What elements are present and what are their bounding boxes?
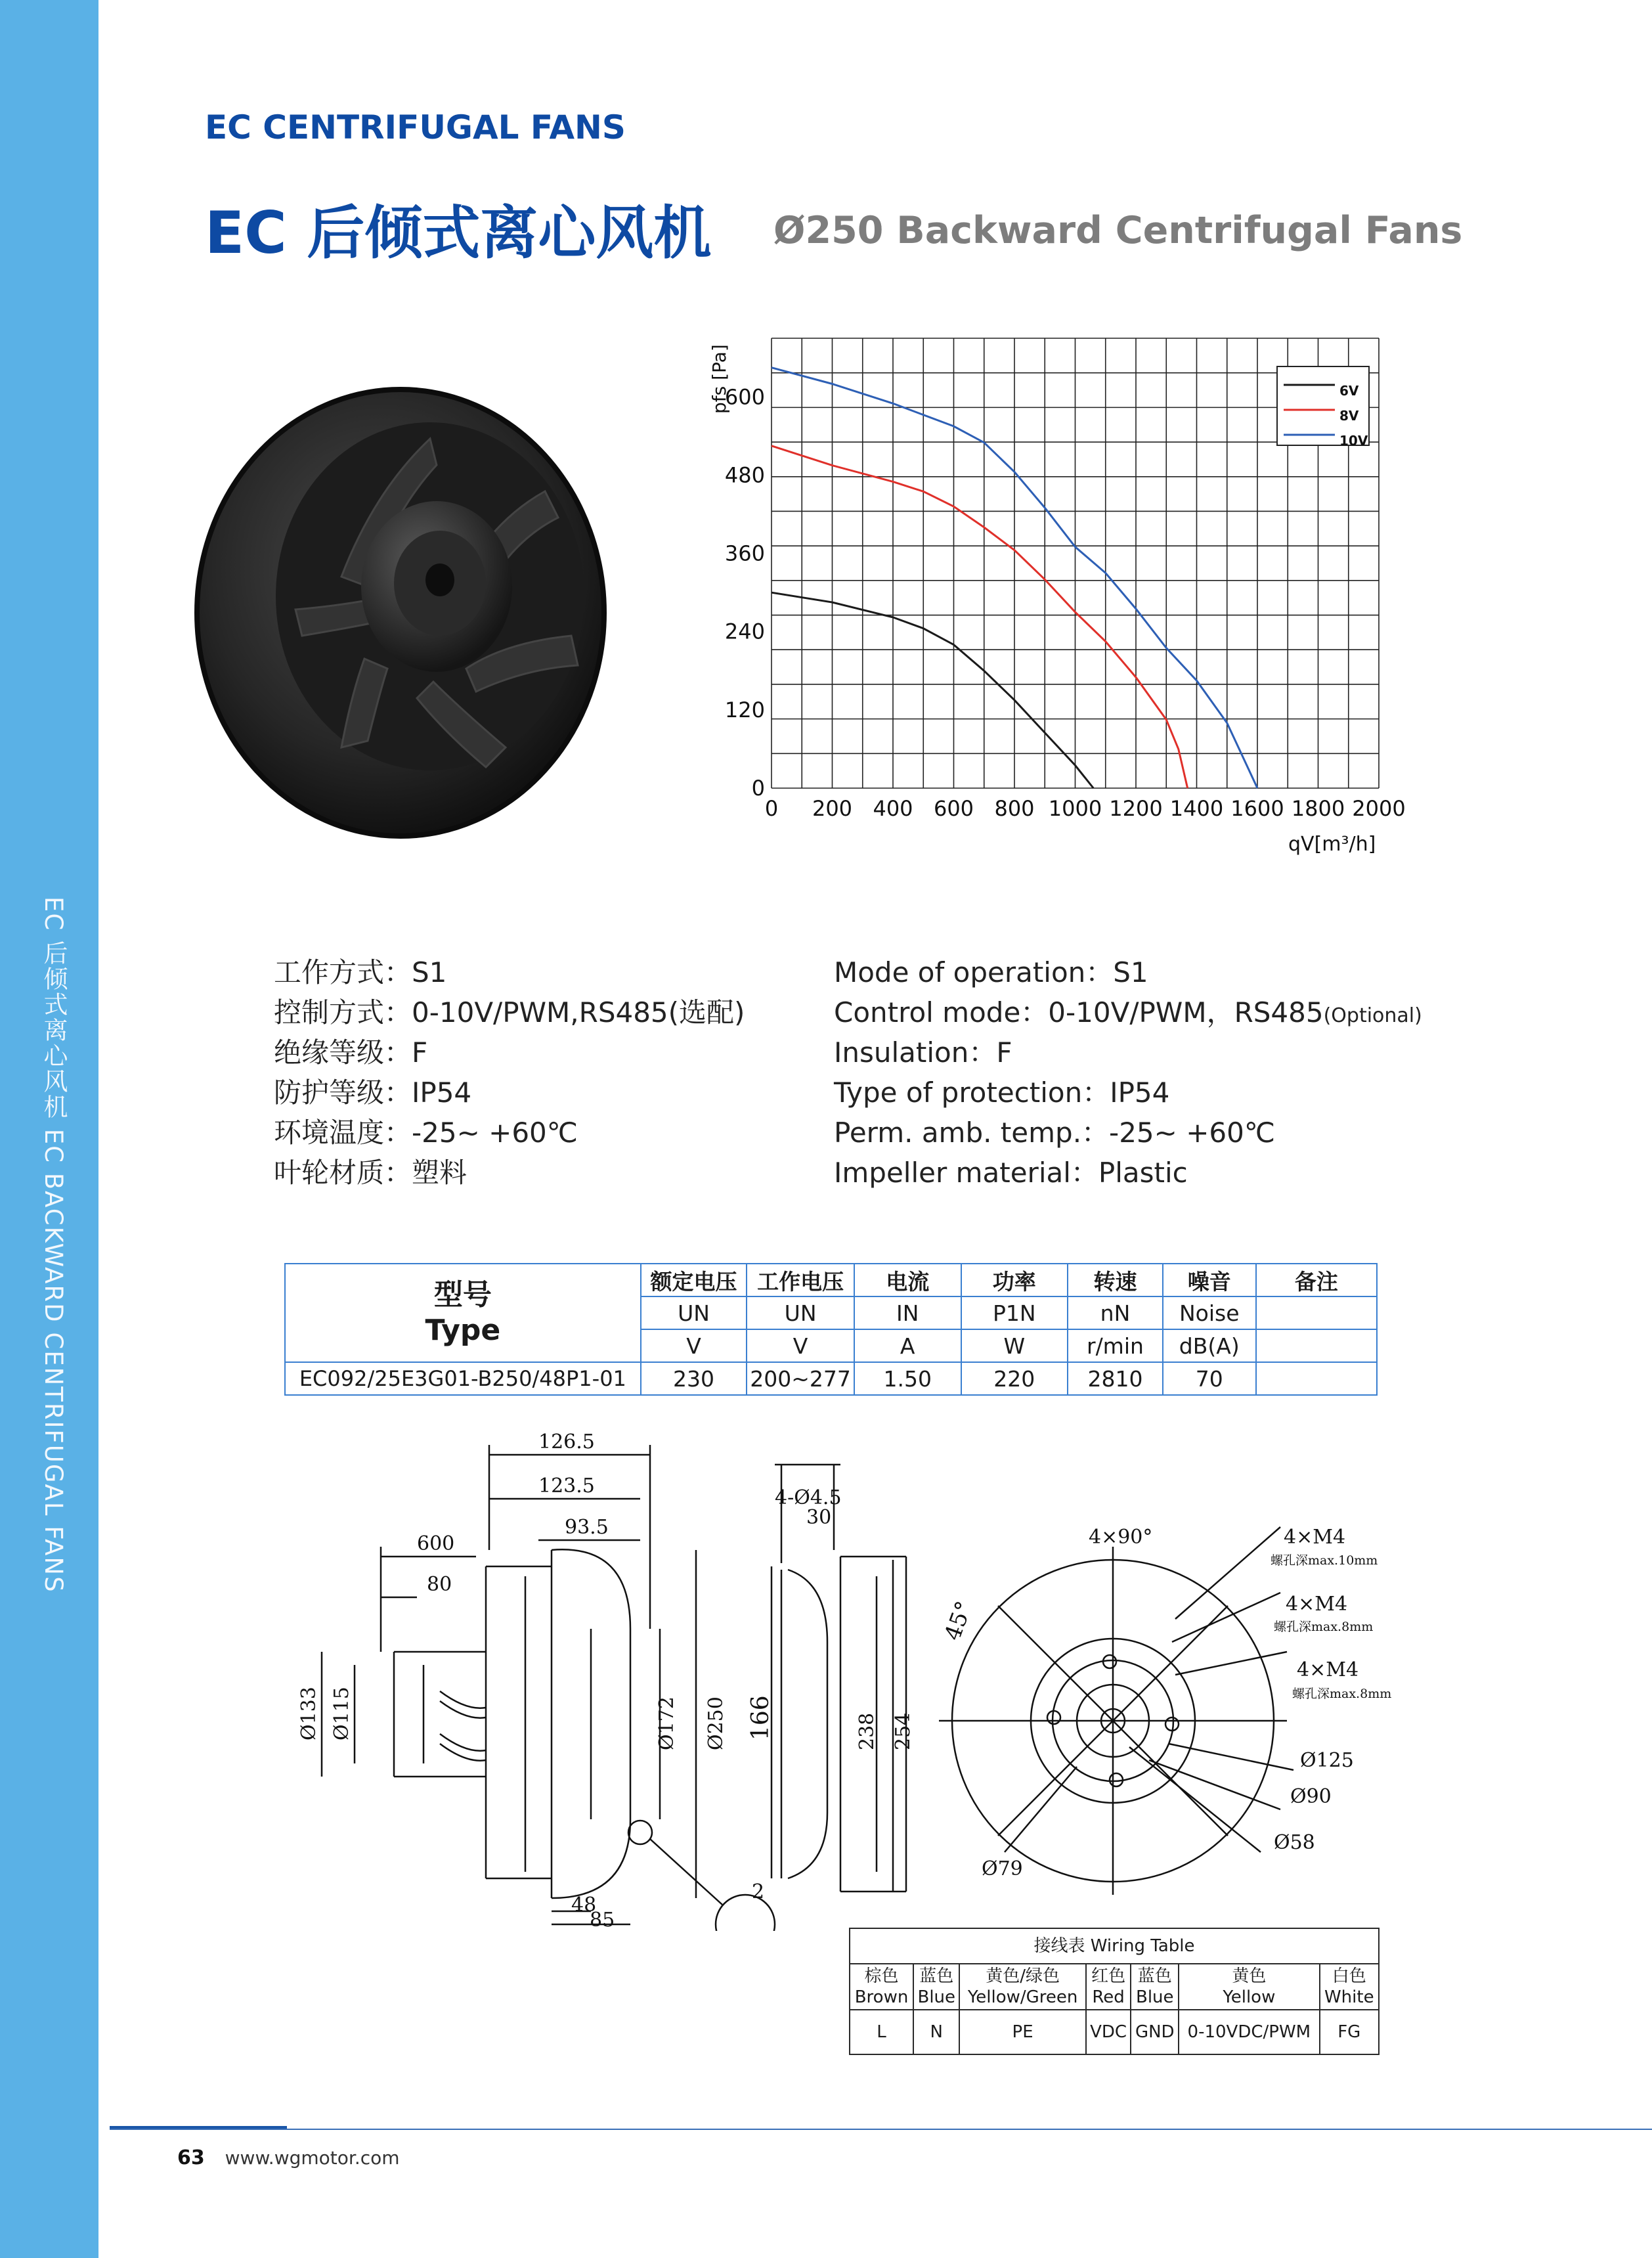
header-remarks: 备注 — [1256, 1264, 1377, 1296]
x-tick-label: 2000 — [1352, 796, 1406, 821]
x-tick-label: 200 — [812, 796, 853, 821]
x-tick-label: 1200 — [1109, 796, 1163, 821]
symbol-cell: UN — [747, 1296, 854, 1329]
unit-cell: dB(A) — [1163, 1329, 1256, 1362]
dim-d90: Ø90 — [1290, 1785, 1332, 1808]
wire-function: FG — [1320, 2010, 1379, 2054]
wire-color-blue-2 — [1131, 1964, 1179, 2010]
sidebar-band — [0, 0, 98, 2258]
dim-2: 2 — [752, 1880, 765, 1903]
fan-product-photo — [177, 360, 637, 859]
unit-cell: A — [854, 1329, 961, 1362]
wire-en: Blue — [917, 1987, 956, 2007]
chart-y-ticks — [725, 384, 765, 801]
wire-color-brown — [850, 1964, 913, 2010]
wire-en: White — [1324, 1987, 1374, 2007]
y-tick-label: 480 — [724, 462, 765, 488]
dim-d172: Ø172 — [655, 1696, 678, 1750]
wire-cn: 蓝色 — [1137, 1966, 1172, 1986]
sidebar-vertical-text: EC 后倾式离心风机 EC BACKWARD CENTRIFUGAL FANS — [39, 897, 68, 1593]
wire-cn: 棕色 — [864, 1966, 899, 1986]
type-header-cn: 型号 — [433, 1278, 492, 1312]
wire-color-yellow — [1179, 1964, 1319, 2010]
wire-function: N — [913, 2010, 959, 2054]
dim-d115: Ø115 — [330, 1687, 353, 1740]
dim-depth-10: 螺孔深max.10mm — [1271, 1553, 1378, 1568]
wire-cn: 黄色 — [1232, 1966, 1267, 1986]
x-tick-label: 1600 — [1230, 796, 1284, 821]
type-table — [284, 1263, 1378, 1396]
wire-color-white — [1320, 1964, 1379, 2010]
dim-600: 600 — [417, 1532, 455, 1555]
dim-d79: Ø79 — [982, 1857, 1023, 1880]
wire-cn: 白色 — [1332, 1966, 1366, 1986]
dim-93-5: 93.5 — [565, 1516, 609, 1539]
spec-cn-control: 控制方式：0-10V/PWM,RS485(选配) — [274, 996, 745, 1029]
spec-en-control-main: Control mode：0-10V/PWM，RS485 — [834, 996, 1324, 1029]
dim-4xm4-b: 4×M4 — [1286, 1593, 1348, 1616]
x-tick-label: 0 — [764, 796, 779, 821]
dim-123-5: 123.5 — [538, 1474, 595, 1497]
x-tick-label: 400 — [873, 796, 913, 821]
wire-function: PE — [959, 2010, 1085, 2054]
page-title-cn: EC 后倾式离心风机 — [205, 199, 712, 267]
spec-en-protection: Type of protection：IP54 — [834, 1076, 1170, 1109]
spec-en-control — [834, 992, 1422, 1032]
dim-126-5: 126.5 — [538, 1430, 595, 1453]
wire-en: Yellow/Green — [967, 1987, 1078, 2007]
x-tick-label: 800 — [994, 796, 1035, 821]
dim-d250: Ø250 — [705, 1696, 728, 1750]
performance-chart — [670, 328, 1484, 874]
wire-cn: 蓝色 — [919, 1966, 954, 1986]
spec-cn-protection: 防护等级：IP54 — [274, 1076, 472, 1109]
wire-color-red — [1086, 1964, 1131, 2010]
wire-color-blue — [913, 1964, 959, 2010]
x-tick-label: 1400 — [1169, 796, 1224, 821]
symbol-cell: Noise — [1163, 1296, 1256, 1329]
y-tick-label: 120 — [724, 697, 765, 722]
type-header-cell — [285, 1264, 641, 1362]
symbol-cell: nN — [1068, 1296, 1163, 1329]
header-working-voltage: 工作电压 — [747, 1264, 854, 1296]
category-heading: EC CENTRIFUGAL FANS — [205, 108, 626, 146]
header-speed: 转速 — [1068, 1264, 1163, 1296]
dim-d58: Ø58 — [1274, 1831, 1315, 1854]
chart-ylabel: pfs [Pa] — [708, 344, 730, 414]
value-cell: 1.50 — [854, 1362, 961, 1395]
wire-cn: 红色 — [1091, 1966, 1126, 1986]
spec-en-mode: Mode of operation：S1 — [834, 956, 1148, 988]
wire-function: GND — [1131, 2010, 1179, 2054]
value-cell: 230 — [641, 1362, 747, 1395]
spec-cn-mode: 工作方式：S1 — [274, 956, 447, 988]
y-tick-label: 240 — [724, 619, 765, 644]
header-noise: 噪音 — [1163, 1264, 1256, 1296]
chart-xlabel: qV[m³/h] — [1288, 833, 1376, 856]
dim-45deg: 45° — [939, 1597, 978, 1645]
wire-en: Blue — [1135, 1987, 1174, 2007]
dim-depth-8b: 螺孔深max.8mm — [1292, 1687, 1392, 1701]
wiring-table-title: 接线表 Wiring Table — [850, 1928, 1379, 1964]
x-tick-label: 1800 — [1291, 796, 1345, 821]
unit-cell — [1256, 1329, 1377, 1362]
footer — [177, 2146, 400, 2169]
y-tick-label: 0 — [751, 776, 765, 801]
y-tick-label: 360 — [724, 541, 765, 566]
header-rated-voltage: 额定电压 — [641, 1264, 747, 1296]
legend-label: 6V — [1339, 383, 1359, 399]
dim-48: 48 — [571, 1893, 597, 1916]
symbol-cell — [1256, 1296, 1377, 1329]
footer-rule — [110, 2129, 1652, 2130]
page-title-en: Ø250 Backward Centrifugal Fans — [773, 209, 1463, 252]
wire-en: Red — [1092, 1987, 1125, 2007]
dim-d133: Ø133 — [297, 1687, 320, 1740]
chart-x-ticks — [765, 796, 1406, 821]
header-current: 电流 — [854, 1264, 961, 1296]
spec-cn-temperature: 环境温度：-25~ +60℃ — [274, 1117, 578, 1149]
x-tick-label: 600 — [933, 796, 974, 821]
chart-legend — [1277, 366, 1369, 449]
value-cell: 2810 — [1068, 1362, 1163, 1395]
y-tick-label: 600 — [724, 384, 765, 410]
value-cell: 200~277 — [747, 1362, 854, 1395]
dim-4xm4-c: 4×M4 — [1297, 1658, 1359, 1681]
symbol-cell: IN — [854, 1296, 961, 1329]
type-header-en: Type — [425, 1314, 501, 1347]
specs-en-list — [834, 952, 1422, 1193]
dim-d125: Ø125 — [1300, 1749, 1354, 1772]
wire-function: VDC — [1086, 2010, 1131, 2054]
wire-en: Brown — [854, 1987, 909, 2007]
symbol-cell: P1N — [961, 1296, 1068, 1329]
symbol-cell: UN — [641, 1296, 747, 1329]
spec-en-insulation: Insulation：F — [834, 1036, 1012, 1069]
footer-url: www.wgmotor.com — [225, 2147, 400, 2169]
dim-254: 254 — [892, 1712, 915, 1750]
series-line-8v — [772, 446, 1188, 788]
header-power: 功率 — [961, 1264, 1068, 1296]
spec-cn-insulation: 绝缘等级：F — [274, 1036, 428, 1069]
value-cell — [1256, 1362, 1377, 1395]
spec-en-temperature: Perm. amb. temp.：-25~ +60℃ — [834, 1117, 1276, 1149]
table-row — [285, 1362, 1377, 1395]
dim-4xm4-a: 4×M4 — [1284, 1526, 1346, 1549]
dim-depth-8a: 螺孔深max.8mm — [1274, 1620, 1374, 1634]
value-cell: 70 — [1163, 1362, 1256, 1395]
dim-85: 85 — [590, 1909, 615, 1931]
unit-cell: V — [641, 1329, 747, 1362]
wire-function: 0-10VDC/PWM — [1179, 2010, 1319, 2054]
dim-4x90: 4×90° — [1089, 1526, 1153, 1549]
wire-en: Yellow — [1223, 1987, 1276, 2007]
page-number: 63 — [177, 2146, 205, 2169]
spec-en-impeller: Impeller material：Plastic — [834, 1157, 1188, 1189]
spec-en-control-optional: (Optional) — [1323, 1004, 1422, 1027]
unit-cell: V — [747, 1329, 854, 1362]
unit-cell: W — [961, 1329, 1068, 1362]
dim-166: 166 — [747, 1695, 774, 1740]
wire-function: L — [850, 2010, 913, 2054]
dim-238: 238 — [856, 1712, 879, 1750]
x-tick-label: 1000 — [1048, 796, 1102, 821]
wire-cn: 黄色/绿色 — [986, 1966, 1060, 1986]
legend-label: 8V — [1339, 408, 1359, 424]
value-cell: 220 — [961, 1362, 1068, 1395]
dimension-drawing — [263, 1419, 1399, 1931]
spec-cn-impeller: 叶轮材质：塑料 — [274, 1157, 467, 1189]
unit-cell: r/min — [1068, 1329, 1163, 1362]
specs-cn-list — [274, 952, 745, 1193]
wire-color-yellow-green — [959, 1964, 1085, 2010]
dim-80: 80 — [427, 1573, 452, 1596]
dim-30: 30 — [806, 1506, 832, 1529]
model-cell: EC092/25E3G01-B250/48P1-01 — [285, 1362, 641, 1395]
legend-label: 10V — [1339, 433, 1368, 449]
wiring-table — [849, 1928, 1380, 2055]
dim-4-d4-5: 4-Ø4.5 — [775, 1486, 842, 1509]
